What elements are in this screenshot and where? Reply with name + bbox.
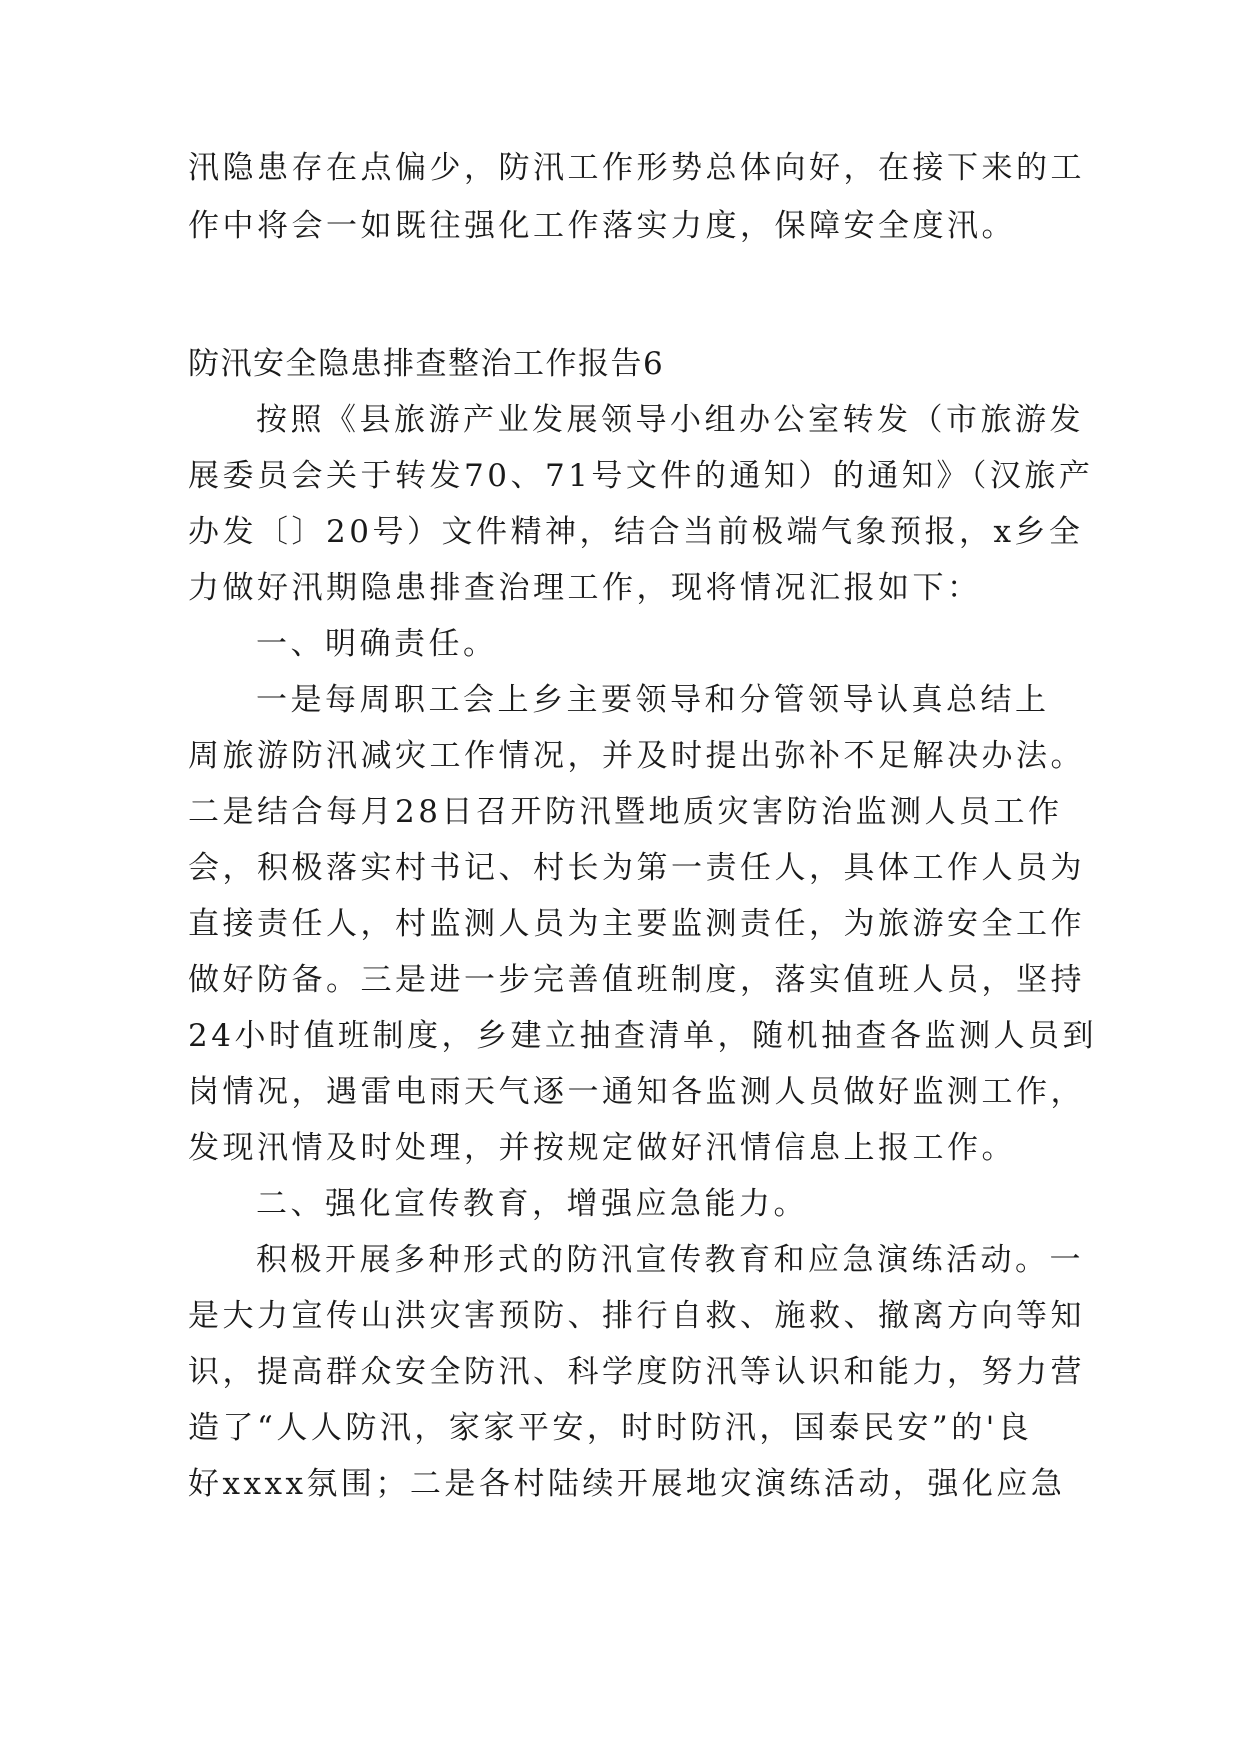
body-line: 造了“人人防汛，家家平安，时时防汛，国泰民安”的'良 xyxy=(188,1410,1033,1446)
body-line: 会，积极落实村书记、村长为第一责任人，具体工作人员为 xyxy=(188,850,1085,886)
paragraph-first-line: 积极开展多种形式的防汛宣传教育和应急演练活动。一 xyxy=(256,1242,1084,1278)
body-line: 发现汛情及时处理，并按规定做好汛情信息上报工作。 xyxy=(188,1130,1016,1166)
body-line: 二是结合每月28日召开防汛暨地质灾害防治监测人员工作 xyxy=(188,794,1063,830)
body-line: 做好防备。三是进一步完善值班制度，落实值班人员，坚持 xyxy=(188,962,1085,998)
body-line: 汛隐患存在点偏少，防汛工作形势总体向好，在接下来的工 xyxy=(188,150,1085,186)
paragraph-first-line: 一是每周职工会上乡主要领导和分管领导认真总结上 xyxy=(256,682,1050,718)
body-line: 24小时值班制度，乡建立抽查清单，随机抽查各监测人员到 xyxy=(188,1018,1097,1054)
body-line: 好xxxx氛围；二是各村陆续开展地灾演练活动，强化应急 xyxy=(188,1466,1066,1502)
body-line: 周旅游防汛减灾工作情况，并及时提出弥补不足解决办法。 xyxy=(188,738,1085,774)
subheading: 一、明确责任。 xyxy=(256,626,498,662)
paragraph-first-line: 按照《县旅游产业发展领导小组办公室转发（市旅游发 xyxy=(256,402,1084,438)
body-line: 展委员会关于转发70、71号文件的通知）的通知》（汉旅产 xyxy=(188,458,1094,494)
section-title: 防汛安全隐患排查整治工作报告6 xyxy=(188,346,665,382)
body-line: 识，提高群众安全防汛、科学度防汛等认识和能力，努力营 xyxy=(188,1354,1085,1390)
body-line: 是大力宣传山洪灾害预防、排行自救、施救、撤离方向等知 xyxy=(188,1298,1085,1334)
body-line: 办发〔〕20号）文件精神，结合当前极端气象预报，x乡全 xyxy=(188,514,1084,550)
subheading: 二、强化宣传教育，增强应急能力。 xyxy=(256,1186,808,1222)
body-line: 作中将会一如既往强化工作落实力度，保障安全度汛。 xyxy=(188,208,1016,244)
body-line: 力做好汛期隐患排查治理工作，现将情况汇报如下： xyxy=(188,570,982,606)
body-line: 直接责任人，村监测人员为主要监测责任，为旅游安全工作 xyxy=(188,906,1085,942)
body-line: 岗情况，遇雷电雨天气逐一通知各监测人员做好监测工作， xyxy=(188,1074,1085,1110)
